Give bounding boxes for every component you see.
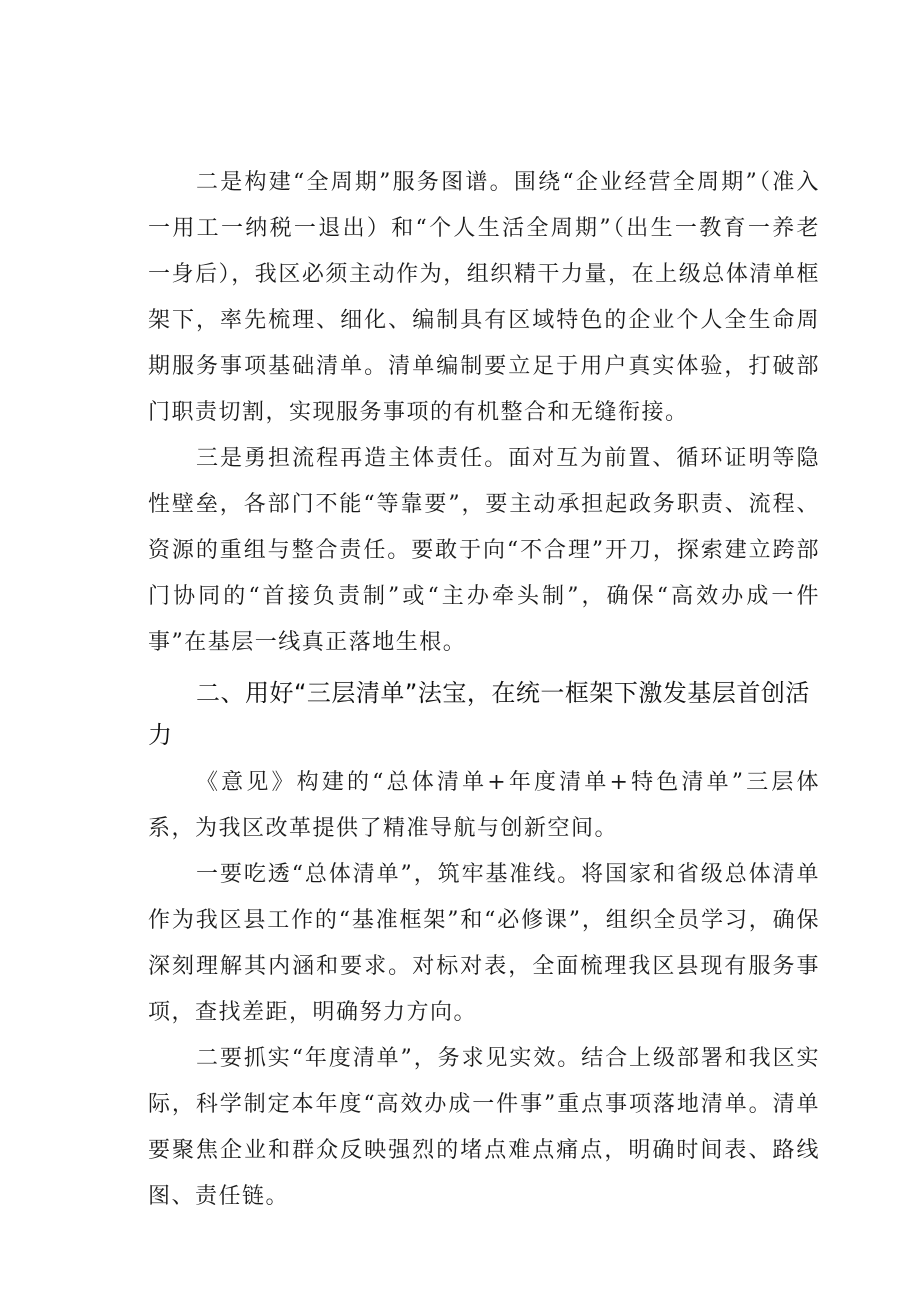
document-body xyxy=(148,160,820,1220)
paragraph-process-reengineering: 三是勇担流程再造主体责任。面对互为前置、循环证明等隐性壁垒，各部门不能“等靠要”，要主动承担起政务职责、流程、资源的重组与整合责任。要敢于向“不合理”开刀，探索建立跨部门协同的“首接负责制”或“主办牵头制”，确保“高效办成一件事”在基层一线真正落地生根。 xyxy=(148,446,820,655)
paragraph-full-cycle-service-map: 二是构建“全周期”服务图谱。围绕“企业经营全周期”（准入一用工一纳税一退出）和“个人生活全周期”（出生一教育一养老一身后），我区必须主动作为，组织精干力量，在上级总体清单框架下，率先梳理、细化、编制具有区域特色的企业个人全生命周期服务事项基础清单。清单编制要立足于用户真实体验，打破部门职责切割，实现服务事项的有机整合和无缝衔接。 xyxy=(148,170,820,425)
paragraph-annual-list: 二要抓实“年度清单”，务求见实效。结合上级部署和我区实际，科学制定本年度“高效办成一件事”重点事项落地清单。清单要聚焦企业和群众反映强烈的堵点难点痛点，明确时间表、路线图、责任链。 xyxy=(148,1046,820,1209)
paragraph-three-tier-system: 《意见》构建的“总体清单+年度清单+特色清单”三层体系，为我区改革提供了精准导航与创新空间。 xyxy=(148,770,820,841)
section-heading-three-tier-list: 二、用好“三层清单”法宝，在统一框架下激发基层首创活力 xyxy=(148,679,810,749)
section-heading-wrapper xyxy=(148,672,820,756)
paragraph-overall-list: 一要吃透“总体清单”，筑牢基准线。将国家和省级总体清单作为我区县工作的“基准框架”和“必修课”，组织全员学习，确保深刻理解其内涵和要求。对标对表，全面梳理我区县现有服务事项，查找差距，明确努力方向。 xyxy=(148,862,820,1025)
